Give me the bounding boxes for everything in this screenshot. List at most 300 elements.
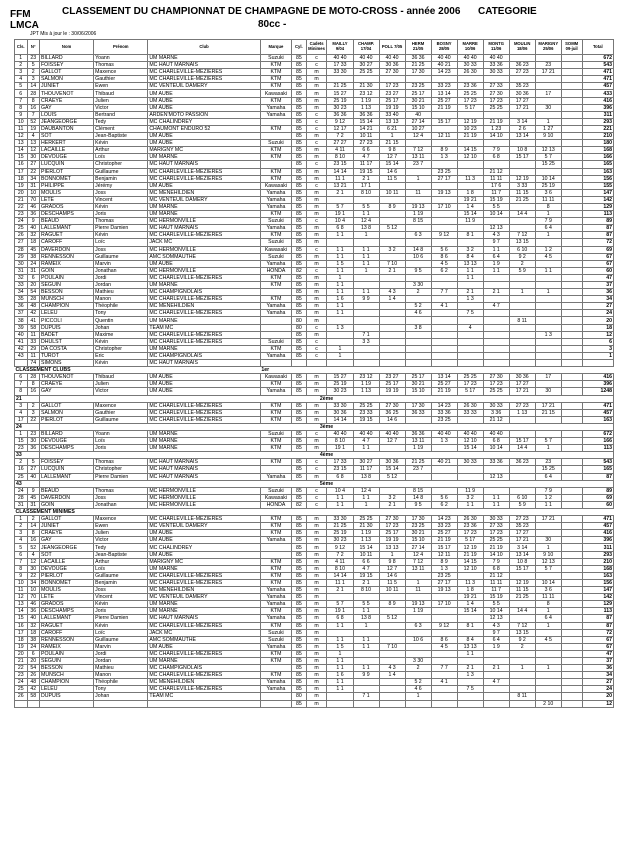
- table-cell: [561, 133, 582, 140]
- table-cell: 5 12: [379, 225, 405, 232]
- table-cell: 8 9: [431, 558, 457, 565]
- table-cell: c: [306, 55, 327, 62]
- table-cell: 15 10: [405, 537, 431, 544]
- table-cell: Marvin: [94, 260, 148, 267]
- table-cell: 1 1: [353, 246, 379, 253]
- table-cell: [535, 530, 561, 537]
- table-cell: 23 12: [353, 90, 379, 97]
- table-cell: [561, 324, 582, 331]
- table-cell: 85: [292, 629, 307, 636]
- table-cell: 85: [292, 594, 307, 601]
- table-cell: [483, 324, 509, 331]
- table-cell: 85: [292, 388, 307, 395]
- table-row: [15, 615, 614, 622]
- table-cell: 27 23: [509, 402, 535, 409]
- table-cell: Christopher: [94, 466, 148, 473]
- table-cell: [260, 317, 291, 324]
- table-cell: 1 5: [327, 643, 353, 650]
- table-cell: 40: [15, 331, 28, 338]
- table-cell: [327, 196, 353, 203]
- table-cell: 1 5: [327, 260, 353, 267]
- table-cell: 85: [292, 253, 307, 260]
- table-cell: KTM: [260, 97, 291, 104]
- table-cell: [327, 331, 353, 338]
- table-cell: Yamaha: [260, 643, 291, 650]
- table-cell: [353, 76, 379, 83]
- table-cell: Théophile: [94, 303, 148, 310]
- table-cell: 17 30: [405, 516, 431, 523]
- table-cell: DESCHAMPS: [40, 211, 94, 218]
- table-cell: 85: [292, 487, 307, 494]
- table-cell: 13 13: [379, 118, 405, 125]
- table-cell: 1 23: [483, 125, 509, 132]
- table-cell: 20: [15, 189, 28, 196]
- table-cell: 113: [582, 445, 613, 452]
- table-cell: 36 23: [509, 62, 535, 69]
- table-cell: 21 19: [431, 104, 457, 111]
- table-cell: 32: [27, 622, 40, 629]
- table-cell: Yamaha: [260, 679, 291, 686]
- column-header: MONTG 11/06: [483, 40, 509, 55]
- table-cell: 22: [15, 203, 28, 210]
- table-cell: 11 5: [379, 175, 405, 182]
- table-cell: 30: [27, 154, 40, 161]
- table-cell: Arthur: [94, 147, 148, 154]
- table-cell: 30: [27, 565, 40, 572]
- table-cell: 30 23: [327, 537, 353, 544]
- table-cell: 8 10: [353, 587, 379, 594]
- table-cell: Kévin: [94, 140, 148, 147]
- table-cell: [327, 338, 353, 345]
- table-cell: 9 12: [431, 232, 457, 239]
- table-cell: 11 11: [535, 196, 561, 203]
- table-cell: Bertrand: [94, 111, 148, 118]
- table-cell: 25 25: [483, 104, 509, 111]
- table-cell: m: [306, 69, 327, 76]
- table-cell: 85: [292, 615, 307, 622]
- table-cell: [561, 161, 582, 168]
- table-cell: DUPUIS: [40, 324, 94, 331]
- table-cell: 7 9: [483, 147, 509, 154]
- club-rank-label: 4ème: [40, 452, 614, 459]
- table-cell: 13: [15, 140, 28, 147]
- table-cell: 87: [582, 615, 613, 622]
- table-cell: [561, 473, 582, 480]
- table-cell: m: [306, 537, 327, 544]
- table-cell: [561, 487, 582, 494]
- table-cell: Loïs: [94, 154, 148, 161]
- table-cell: 28: [15, 494, 28, 501]
- table-cell: 17 21: [535, 516, 561, 523]
- section-heading: CLASSEMENT MINIMES: [15, 509, 261, 516]
- table-cell: Yamaha: [260, 203, 291, 210]
- table-cell: c: [306, 430, 327, 437]
- table-cell: m: [306, 530, 327, 537]
- table-cell: PIERLOT: [40, 416, 94, 423]
- table-cell: 85: [292, 587, 307, 594]
- table-cell: [483, 693, 509, 700]
- table-cell: 25 19: [535, 182, 561, 189]
- table-cell: 85: [292, 239, 307, 246]
- table-cell: 142: [582, 196, 613, 203]
- table-cell: c: [306, 267, 327, 274]
- table-cell: 471: [582, 516, 613, 523]
- table-cell: 10 11: [379, 189, 405, 196]
- table-row: [15, 360, 614, 367]
- table-cell: 27 23: [353, 140, 379, 147]
- table-cell: Guillaume: [94, 416, 148, 423]
- table-cell: 457: [582, 409, 613, 416]
- table-cell: m: [306, 296, 327, 303]
- table-cell: 27 30: [483, 374, 509, 381]
- table-cell: 85: [292, 225, 307, 232]
- table-cell: [431, 76, 457, 83]
- table-cell: 36: [27, 211, 40, 218]
- table-cell: 36 33: [405, 409, 431, 416]
- table-cell: 6 8: [483, 154, 509, 161]
- table-cell: [561, 466, 582, 473]
- table-cell: 3 14: [509, 118, 535, 125]
- table-cell: 40: [27, 615, 40, 622]
- table-cell: 69: [582, 246, 613, 253]
- table-cell: 18: [27, 629, 40, 636]
- table-cell: [535, 83, 561, 90]
- table-cell: 14: [15, 608, 28, 615]
- table-cell: MC VENTEUIL DAMERY: [148, 83, 261, 90]
- table-row: [15, 572, 614, 579]
- table-cell: MC CHARLEVILLE-MEZIERES: [148, 331, 261, 338]
- table-cell: 1 1: [327, 267, 353, 274]
- table-cell: 14 4: [509, 445, 535, 452]
- table-cell: 80: [292, 324, 307, 331]
- table-cell: 142: [582, 594, 613, 601]
- table-cell: c: [306, 501, 327, 508]
- table-cell: 10 8: [509, 558, 535, 565]
- table-cell: [561, 104, 582, 111]
- table-cell: 21 25: [327, 83, 353, 90]
- table-cell: 19 13: [405, 601, 431, 608]
- table-cell: 22: [15, 665, 28, 672]
- table-cell: 47: [582, 650, 613, 657]
- table-cell: [535, 345, 561, 352]
- table-cell: Tony: [94, 686, 148, 693]
- table-cell: 147: [582, 587, 613, 594]
- table-row: [15, 388, 614, 395]
- table-cell: 27 30: [379, 402, 405, 409]
- table-cell: Théophile: [94, 679, 148, 686]
- table-cell: 36: [582, 289, 613, 296]
- table-cell: 13 15: [509, 239, 535, 246]
- table-cell: 14 21: [353, 125, 379, 132]
- table-cell: 30 33: [457, 459, 483, 466]
- table-cell: 7 5: [457, 686, 483, 693]
- table-cell: 3 2: [457, 246, 483, 253]
- table-cell: 2 1: [353, 579, 379, 586]
- table-cell: 8 15: [405, 487, 431, 494]
- table-cell: 166: [582, 438, 613, 445]
- table-cell: Pierre Damien: [94, 225, 148, 232]
- table-cell: 10 14: [535, 175, 561, 182]
- table-cell: [561, 643, 582, 650]
- table-cell: c: [306, 182, 327, 189]
- table-cell: MC CHARLEVILLE-MEZIERES: [148, 579, 261, 586]
- table-cell: Christopher: [94, 345, 148, 352]
- table-cell: Kévin: [94, 232, 148, 239]
- table-cell: 85: [292, 643, 307, 650]
- table-cell: 36 36: [405, 430, 431, 437]
- table-cell: m: [306, 203, 327, 210]
- table-cell: 85: [292, 62, 307, 69]
- table-cell: [379, 310, 405, 317]
- table-cell: Yamaha: [260, 388, 291, 395]
- table-row: [15, 189, 614, 196]
- table-cell: [509, 601, 535, 608]
- table-cell: UM AUBE: [148, 182, 261, 189]
- table-row: [15, 289, 614, 296]
- table-cell: [561, 601, 582, 608]
- table-cell: 85: [292, 679, 307, 686]
- table-cell: [561, 289, 582, 296]
- table-row: [15, 501, 614, 508]
- table-cell: 82: [292, 501, 307, 508]
- table-cell: [535, 303, 561, 310]
- table-cell: 6: [27, 650, 40, 657]
- table-cell: Kawasaki: [260, 182, 291, 189]
- table-cell: [353, 310, 379, 317]
- table-cell: [561, 296, 582, 303]
- table-cell: [457, 679, 483, 686]
- table-cell: 7 10: [379, 643, 405, 650]
- table-cell: UM MARNE: [148, 608, 261, 615]
- table-cell: 5 12: [379, 473, 405, 480]
- table-cell: 9 12: [431, 622, 457, 629]
- table-cell: m: [306, 516, 327, 523]
- table-cell: [260, 118, 291, 125]
- table-cell: [535, 239, 561, 246]
- table-cell: 33 36: [483, 62, 509, 69]
- table-cell: 23 25: [405, 523, 431, 530]
- table-cell: 30 23: [327, 104, 353, 111]
- table-cell: [353, 345, 379, 352]
- table-cell: [353, 650, 379, 657]
- table-cell: [535, 274, 561, 281]
- org-sub: LMCA: [10, 20, 39, 31]
- table-cell: 60: [582, 267, 613, 274]
- table-cell: 26 30: [457, 516, 483, 523]
- table-cell: Joris: [94, 211, 148, 218]
- table-cell: 45: [27, 494, 40, 501]
- table-cell: 3 3: [353, 338, 379, 345]
- table-cell: 23: [15, 445, 28, 452]
- table-cell: 14 8: [405, 494, 431, 501]
- table-cell: SOT: [40, 133, 94, 140]
- table-cell: [457, 473, 483, 480]
- table-cell: [509, 360, 535, 367]
- table-cell: m: [306, 374, 327, 381]
- column-header: Marque: [260, 40, 291, 55]
- table-cell: [457, 331, 483, 338]
- table-row: [15, 579, 614, 586]
- table-cell: 6 2: [431, 267, 457, 274]
- table-cell: [509, 218, 535, 225]
- table-cell: [483, 274, 509, 281]
- table-cell: 85: [292, 310, 307, 317]
- table-cell: [457, 76, 483, 83]
- table-cell: DESCHAMPS: [40, 445, 94, 452]
- table-cell: [561, 282, 582, 289]
- table-cell: [509, 331, 535, 338]
- table-cell: 42: [27, 686, 40, 693]
- table-row: [15, 459, 614, 466]
- table-cell: 16: [27, 104, 40, 111]
- table-cell: 9 12: [327, 544, 353, 551]
- table-cell: 17 23: [457, 381, 483, 388]
- table-cell: [353, 352, 379, 359]
- table-cell: RAGUET: [40, 622, 94, 629]
- table-row: [15, 303, 614, 310]
- table-cell: [509, 679, 535, 686]
- table-cell: c: [306, 487, 327, 494]
- table-cell: [483, 111, 509, 118]
- table-cell: 40: [27, 473, 40, 480]
- table-cell: Joris: [94, 608, 148, 615]
- table-cell: 1 1: [327, 686, 353, 693]
- table-cell: 1 19: [405, 608, 431, 615]
- table-cell: [431, 296, 457, 303]
- table-cell: MC MENEHILDIEN: [148, 679, 261, 686]
- table-cell: [509, 416, 535, 423]
- table-cell: [483, 657, 509, 664]
- table-cell: 11: [27, 331, 40, 338]
- table-cell: 85: [292, 140, 307, 147]
- table-cell: 80: [292, 317, 307, 324]
- table-cell: [379, 232, 405, 239]
- table-cell: Yamaha: [260, 225, 291, 232]
- table-cell: 28: [27, 90, 40, 97]
- table-cell: 34: [27, 579, 40, 586]
- table-cell: 1: [509, 665, 535, 672]
- table-cell: 85: [292, 459, 307, 466]
- table-cell: 11: [15, 125, 28, 132]
- table-cell: Jordi: [94, 274, 148, 281]
- table-cell: GAY: [40, 537, 94, 544]
- table-cell: [561, 438, 582, 445]
- table-cell: 34: [15, 289, 28, 296]
- table-cell: 85: [292, 622, 307, 629]
- table-cell: MC HERMONVILLE: [148, 218, 261, 225]
- table-cell: 34: [582, 672, 613, 679]
- table-cell: 19: [27, 125, 40, 132]
- table-cell: m: [306, 409, 327, 416]
- table-cell: 23 36: [457, 83, 483, 90]
- table-cell: MC CHARLEVILLE-MEZIERES: [148, 69, 261, 76]
- table-cell: 12 13: [483, 225, 509, 232]
- table-cell: 471: [582, 76, 613, 83]
- table-cell: [260, 551, 291, 558]
- table-cell: Yamaha: [260, 352, 291, 359]
- table-cell: KTM: [260, 211, 291, 218]
- table-cell: 6 4: [535, 615, 561, 622]
- table-cell: LACAILLE: [40, 558, 94, 565]
- table-cell: 1: [327, 352, 353, 359]
- table-cell: 13 13: [457, 643, 483, 650]
- table-cell: 10 14: [535, 579, 561, 586]
- table-cell: [561, 374, 582, 381]
- table-cell: 17 10: [431, 601, 457, 608]
- table-cell: [457, 282, 483, 289]
- table-cell: 33 33: [457, 409, 483, 416]
- table-cell: MC CHAMPIGNOLAIS: [148, 289, 261, 296]
- table-cell: 17 23: [457, 97, 483, 104]
- table-cell: Yamaha: [260, 686, 291, 693]
- table-cell: [405, 274, 431, 281]
- table-cell: 13 14: [431, 374, 457, 381]
- table-cell: UM AUBE: [148, 97, 261, 104]
- table-cell: 433: [582, 90, 613, 97]
- table-cell: Maxime: [94, 331, 148, 338]
- table-cell: Yamaha: [260, 601, 291, 608]
- table-cell: m: [306, 274, 327, 281]
- table-cell: 12 4: [353, 218, 379, 225]
- table-cell: [379, 338, 405, 345]
- table-cell: JUNIET: [40, 83, 94, 90]
- table-row: [15, 211, 614, 218]
- table-cell: Julien: [94, 97, 148, 104]
- table-cell: 1: [15, 55, 28, 62]
- table-row: [15, 352, 614, 359]
- table-cell: [431, 111, 457, 118]
- table-cell: 85: [292, 544, 307, 551]
- table-cell: 9 10: [535, 133, 561, 140]
- column-header: MARRE 10/06: [457, 40, 483, 55]
- table-cell: 23: [535, 459, 561, 466]
- table-cell: 85: [292, 402, 307, 409]
- table-cell: 311: [582, 544, 613, 551]
- table-cell: [27, 700, 40, 707]
- table-cell: MC CHARLEVILLE-MEZIERES: [148, 516, 261, 523]
- table-cell: 8 9: [379, 601, 405, 608]
- table-cell: 3: [27, 409, 40, 416]
- table-cell: DESCHAMPS: [40, 608, 94, 615]
- table-cell: 25: [15, 686, 28, 693]
- table-cell: [509, 430, 535, 437]
- table-cell: KTM: [260, 438, 291, 445]
- table-cell: [561, 381, 582, 388]
- table-row: [15, 381, 614, 388]
- table-cell: 5 7: [327, 203, 353, 210]
- table-cell: 21 19: [431, 537, 457, 544]
- table-cell: [509, 615, 535, 622]
- table-cell: 4 5: [431, 260, 457, 267]
- table-row: [15, 239, 614, 246]
- table-cell: 11 7: [483, 587, 509, 594]
- table-cell: c: [306, 466, 327, 473]
- table-cell: 38: [15, 317, 28, 324]
- table-cell: 2 1: [483, 289, 509, 296]
- table-cell: 33 40: [379, 111, 405, 118]
- table-cell: [431, 239, 457, 246]
- table-row: [15, 111, 614, 118]
- table-row: [15, 473, 614, 480]
- table-row: [15, 232, 614, 239]
- table-cell: AMC SOMMAUTHE: [148, 636, 261, 643]
- table-cell: 13: [15, 601, 28, 608]
- table-cell: 9 8: [379, 147, 405, 154]
- table-cell: 17 23: [457, 530, 483, 537]
- table-cell: 85: [292, 572, 307, 579]
- table-cell: Benjamin: [94, 579, 148, 586]
- table-cell: [509, 55, 535, 62]
